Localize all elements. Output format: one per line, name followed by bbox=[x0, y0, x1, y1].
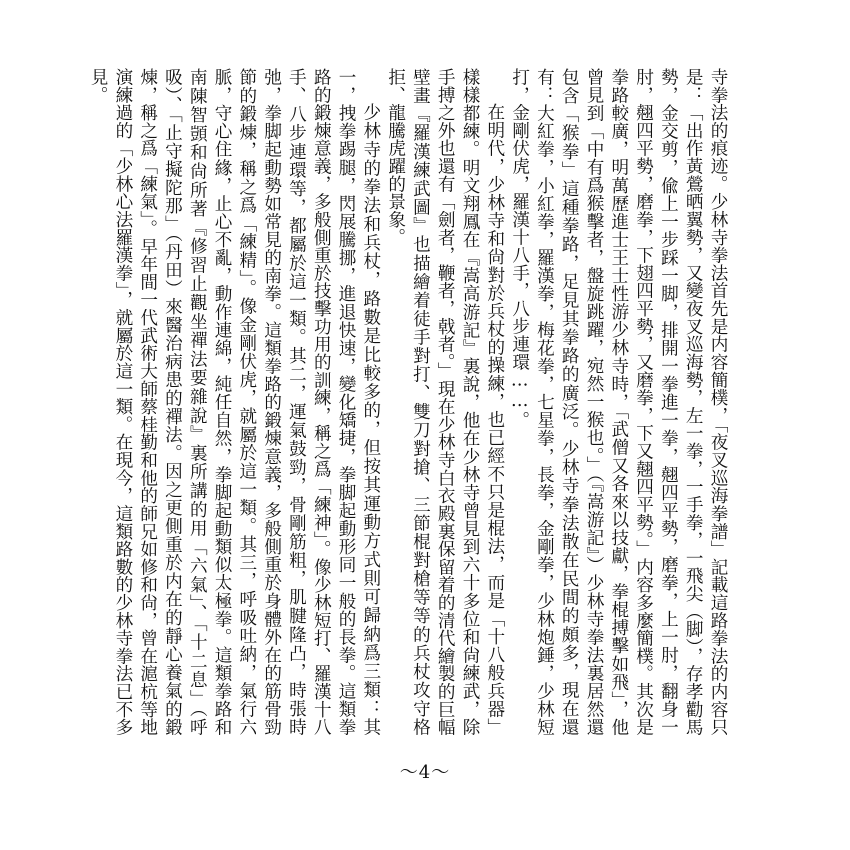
paragraph-3: 少林寺的拳法和兵杖，路數是比較多的，但按其運動方式則可歸納爲三類：其一，拽拳踢腿，閃展騰挪，進退快速，變化矯捷，拳脚起動形同一般的長拳。這類拳路的鍛煉意義，多般側重於技擊功用的訓練，稱之爲「練神」。像少林短打、羅漢十八手、八步連環等，都屬於這一類。其二，運氣鼓勁，骨剛筋粗，肌腱隆凸，時張時弛，拳脚起動勢如常見的南拳。這類拳路的鍛煉意義，多般側重於身體外在的筋骨勁節的鍛煉，稱之爲「練精」。像金剛伏虎，就屬於這一類。其三，呼吸吐納，氣行六脈，守心住緣，止心不亂，動作連綿，純任自然，拳脚起動類似太極拳。這類拳路和南陳智顗和尙所著『修習止觀坐禪法要雜說』裏所講的用「六氣」、「十二息」（呼吸）、「止守擬陀那」（丹田）來醫治病患的禪法。因之更側重於内在的靜心養氣的鍛煉，稱之爲「練氣」。早年間一代武術大師蔡桂勤和他的師兄如修和尙，曾在滬杭等地演練過的「少林心法羅漢拳」，就屬於這一類。在現今，這類路數的少林寺拳法已不多見。 bbox=[88, 68, 381, 736]
body-text bbox=[88, 68, 730, 736]
paragraph-1: 寺拳法的痕迹。少林寺拳法首先是内容簡樸，「夜叉巡海拳譜」記載這路拳法的内容只是：「出作黃鶯晒翼勢，又變夜叉巡海勢，左一拳，一手拳，一飛尖（脚），存孝勸馬勢，金交剪，偸上一步踩一脚，排開一拳進一拳，翹四平勢，磨拳，上一肘，翻身一肘，翹四平勢，磨拳，下翅四平勢，又磨拳，下又翹四平勢。」内容多麼簡樸。其次是拳路較廣，明萬歷進士王士性游少林寺時，「武僧又各來以技獻，拳棍搏擊如飛」，他曾見到「中有爲猴擊者，盤旋跳躍，宛然一猴也。」（『嵩游記』）少林寺拳法裏居然還包含「猴拳」這種拳路，足見其拳路的廣泛。少林寺拳法散在民間的頗多，現在還有：大紅拳，小紅拳，羅漢拳，梅花拳，七星拳，長拳，金剛拳，少林炮錘，少林短打，金剛伏虎，羅漢十八手，八步連環……。 bbox=[509, 68, 728, 736]
paragraph-2: 在明代，少林寺和尙對於兵杖的操練，也已經不只是棍法，而是「十八般兵器」樣樣都練。明文翔鳳在『嵩高游記』裏說，他在少林寺曾見到六十多位和尙練武，除手搏之外也還有「劍者，鞭者，戟者。」現在少林寺白衣殿裏保留着的清代繪製的巨幅壁畫『羅漢練武圖』也描繪着徒手對打、雙刀對搶、三節棍對槍等等的兵杖攻守格拒、龍騰虎躍的景象。 bbox=[385, 68, 505, 736]
page-number: ～4～ bbox=[399, 762, 451, 783]
